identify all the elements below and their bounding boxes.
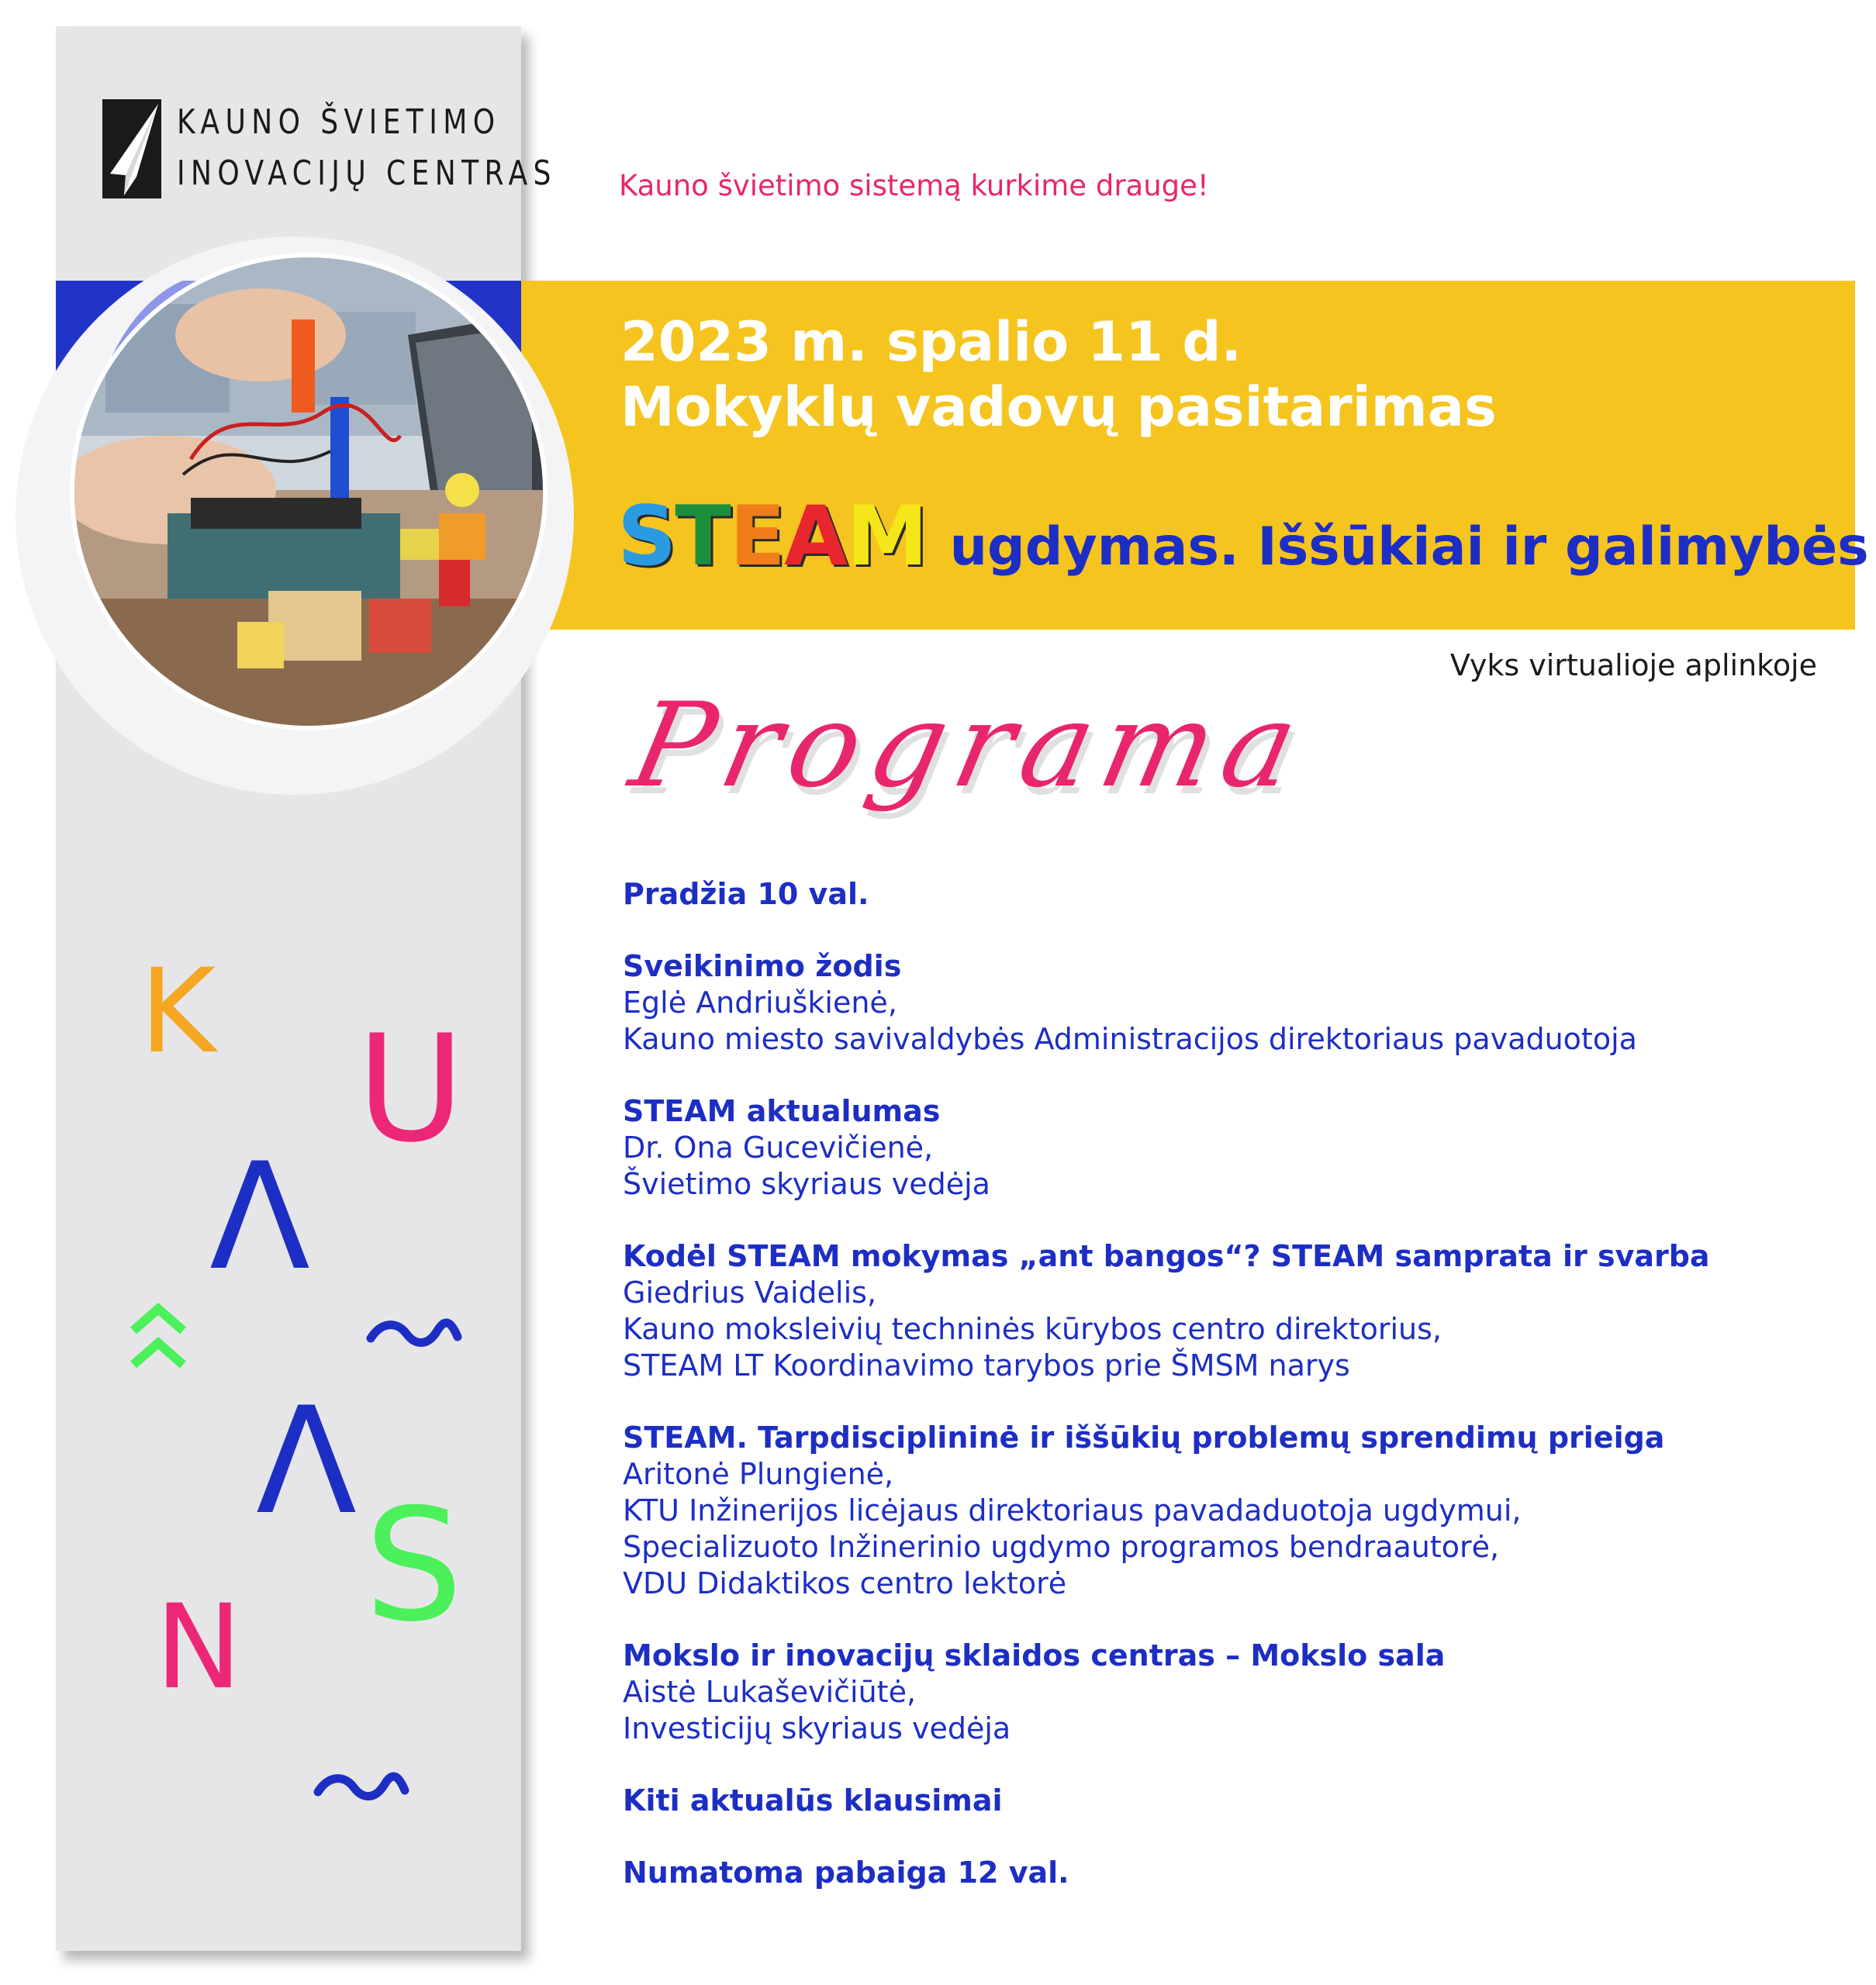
program-item-line: Giedrius Vaidelis, bbox=[623, 1276, 877, 1310]
program-heading: Programa bbox=[620, 678, 1319, 813]
program-item-line: VDU Didaktikos centro lektorė bbox=[623, 1566, 1067, 1600]
program-item-line: Dr. Ona Gucevičienė, bbox=[623, 1131, 934, 1165]
kaunas-letter-s: S bbox=[364, 1476, 463, 1656]
program-item-title: Mokslo ir inovacijų sklaidos centras – Mokslo sala bbox=[623, 1638, 1446, 1673]
program-item bbox=[623, 948, 1833, 1058]
program-item-line: KTU Inžinerijos licėjaus direktoriaus pavadaduotoja ugdymui, bbox=[623, 1493, 1522, 1528]
program-item-line: Aistė Lukaševičiūtė, bbox=[623, 1675, 917, 1709]
program-item bbox=[623, 1093, 1833, 1203]
robotics-photo bbox=[74, 257, 543, 726]
program-item bbox=[623, 876, 1833, 913]
kaunas-letter-n: N bbox=[155, 1580, 243, 1715]
program-item-title: Kodėl STEAM mokymas „ant bangos“? STEAM samprata ir svarba bbox=[623, 1239, 1710, 1273]
program-item bbox=[623, 1638, 1833, 1747]
logo-line-2: INOVACIJŲ CENTRAS bbox=[177, 154, 557, 193]
program-item bbox=[623, 1420, 1833, 1602]
program-item-line: Eglė Andriuškienė, bbox=[623, 986, 897, 1020]
program-item-title: STEAM. Tarpdisciplininė ir iššūkių problemų sprendimų prieiga bbox=[623, 1421, 1665, 1455]
program-item-line: Investicijų skyriaus vedėja bbox=[623, 1711, 1011, 1745]
program-item-title: Sveikinimo žodis bbox=[623, 949, 902, 983]
program-item-line: Aritonė Plungienė, bbox=[623, 1457, 894, 1491]
program-item-line: STEAM LT Koordinavimo tarybos prie ŠMSM narys bbox=[623, 1348, 1350, 1383]
steam-letter-a: A bbox=[784, 488, 847, 584]
kaunas-letter-a2: Λ bbox=[256, 1376, 357, 1547]
double-chevron-icon bbox=[129, 1303, 188, 1376]
steam-letter-s: S bbox=[617, 488, 675, 584]
program-item-line: Kauno miesto savivaldybės Administracijos direktoriaus pavaduotoja bbox=[623, 1022, 1637, 1056]
program-item-title: Kiti aktualūs klausimai bbox=[623, 1783, 1003, 1818]
kaunas-letter-u: U bbox=[357, 1003, 465, 1175]
program-item-line: Kauno moksleivių techninės kūrybos centro direktorius, bbox=[623, 1312, 1442, 1346]
steam-letter-m: M bbox=[846, 488, 927, 584]
location-note: Vyks virtualioje aplinkoje bbox=[1449, 648, 1817, 682]
tilde-icon bbox=[366, 1318, 462, 1352]
program-item-title: Numatoma pabaiga 12 val. bbox=[623, 1856, 1069, 1890]
steam-letter-e: E bbox=[729, 488, 785, 584]
tilde-icon bbox=[313, 1772, 409, 1806]
program-item-title: STEAM aktualumas bbox=[623, 1094, 941, 1128]
paper-plane-logo-icon bbox=[102, 99, 161, 198]
event-title: Mokyklų vadovų pasitarimas bbox=[620, 375, 1497, 439]
program-item-title: Pradžia 10 val. bbox=[623, 877, 869, 911]
kaunas-letter-a1: Λ bbox=[209, 1131, 310, 1303]
program-item bbox=[623, 1855, 1833, 1891]
program-list bbox=[623, 876, 1833, 1927]
steam-word bbox=[617, 488, 927, 584]
logo-line-1: KAUNO ŠVIETIMO bbox=[177, 102, 501, 142]
steam-heading bbox=[617, 488, 1869, 584]
steam-subtitle: ugdymas. Iššūkiai ir galimybės bbox=[949, 516, 1869, 578]
program-item-line: Švietimo skyriaus vedėja bbox=[623, 1167, 990, 1201]
kaunas-letter-k: K bbox=[140, 944, 216, 1079]
tagline: Kauno švietimo sistemą kurkime drauge! bbox=[619, 169, 1209, 202]
program-item bbox=[623, 1238, 1833, 1384]
event-date: 2023 m. spalio 11 d. bbox=[620, 310, 1242, 374]
program-item bbox=[623, 1783, 1833, 1819]
steam-letter-t: T bbox=[675, 488, 730, 584]
program-item-line: Specializuoto Inžinerinio ugdymo programos bendraautorė, bbox=[623, 1530, 1500, 1564]
